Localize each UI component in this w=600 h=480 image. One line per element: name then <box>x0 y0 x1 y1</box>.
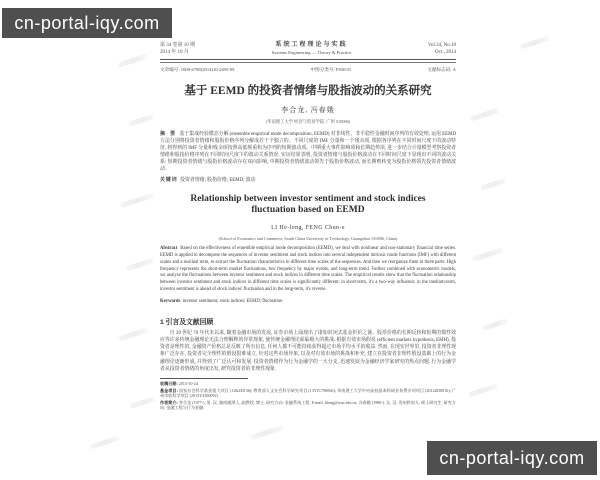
scan-artifact <box>520 35 550 49</box>
journal-issue-cn: 第 34 卷第 10 期 <box>160 43 196 48</box>
keywords-cn-label: 关键词 <box>160 178 178 184</box>
paper-affiliation-en: (School of Economics and Commerce, South China University of Technology, Guangzhou 510006, China) <box>218 235 398 241</box>
scan-artifact <box>120 193 154 208</box>
keywords-en-text: investor sentiment; stock indices; EEMD; fluctuation <box>182 298 283 304</box>
paper-title-cn: 基于 EEMD 的投资者情绪与股指波动的关系研究 <box>184 85 432 97</box>
abstract-en-label: Abstract <box>160 245 178 251</box>
journal-name-en: Systems Engineering — Theory & Practice <box>271 50 352 55</box>
footnote-separator-rule <box>160 378 248 379</box>
journal-date-cn: 2014 年 10 月 <box>160 50 189 55</box>
footnotes <box>160 381 456 411</box>
footnote-funding-text: 国家社会科学基金重大项目 (11&ZD156); 教育部人文社会科学研究项目 (13YJC790060); 华南理工大学中央高校基本科研业务费专项项目 (2012ZD0016); 广州市软科学项目 (2013Y4300092) <box>160 387 456 399</box>
scan-artifact <box>480 178 506 191</box>
footnote-funding-label: 基金项目: <box>160 387 178 393</box>
journal-header <box>160 42 456 56</box>
footnote-funding <box>160 388 456 399</box>
journal-name-block <box>272 42 352 56</box>
keywords-cn <box>160 178 456 185</box>
journal-volume-en: Vol.34, No.10 <box>428 43 456 48</box>
keywords-cn-text: 投资者情绪; 股指价格; EEMD; 波动 <box>180 178 256 184</box>
watermark-banner-bottom-right: cn-portal-iqy.com <box>427 441 597 475</box>
abstract-cn-label: 摘 要 <box>160 132 178 137</box>
scan-artifact <box>128 114 154 127</box>
journal-volume-block <box>428 42 456 56</box>
abstract-cn-text: 基于集成经验模态分解 (ensemble empirical mode decomposition, EEMD) 对非线性、非平稳性金融时间序列的有效处理, 运用 EEMD 方法分别将投资者情绪和股指价格序列分解成若干个独立的、不同尺度的 IMF 分量和一个残余项, 根据各序列在不同时间尺度下的波动特征, 将得到的 IMF 分量和残余项按照高低频重构为序列的短期波动项、中期重大事件影响项和长期趋势项, 进一步结合计量模型考察投资者情绪和股指价格序列在不同时间尺度下的波动关系情况. 实证结果表明, 投资者情绪与股指价格波动在不同时间尺度下显现出不同的波动关系: 短期投资者情绪与股指价格波动存在双向影响, 中期投资者情绪波动领先于股指价格波动, 而长期则转变为股指价格领先投资者情绪波动. <box>160 132 457 172</box>
paper-title-en: Relationship between investor sentiment and stock indices fluctuation based on EEMD <box>190 193 426 216</box>
footnote-received <box>160 381 456 387</box>
article-number: 文章编号: 1000-6788(2014)10-2495-09 <box>160 67 235 72</box>
watermark-banner-top-left: cn-portal-iqy.com <box>2 8 172 38</box>
scan-artifact <box>482 318 508 331</box>
document-code: 文献标志码: A <box>427 67 456 72</box>
scan-artifact <box>118 327 148 341</box>
scan-artifact <box>126 258 154 271</box>
scan-artifact <box>250 425 284 440</box>
keywords-en-label: Keywords <box>160 298 181 304</box>
keywords-en <box>160 299 456 304</box>
footnote-bio-label: 作者简介: <box>160 399 178 405</box>
journal-name-cn: 系统工程理论与实践 <box>275 42 348 48</box>
footnote-bio <box>160 400 456 411</box>
section-1-heading: 1 引言及文献回顾 <box>160 318 214 326</box>
section-1-paragraph: 自 20 世纪 70 年代末以来, 随着金融市场的发展, 证券市场上涌现出了诸如封闭式基金折价之谜、股票价格的长期反转和短期的惯性效应等许多传统金融理论无法合理解释的异常现象, 使传统金融理论面临极大的挑战. 根据有效市场假说 (efficient markets hypothesis, EMH), 投资者是理性的, 金融资产价格总是反映了所有信息, 任何人都不可能持续获得超过市场平均水平的收益. 然而, 在现实世界里, 投资者非理性现象广泛存在, 投资者完全理性的假设很难成立, 针对这些市场异象, 以及对有效市场的挑战和补充, 建立在投资者非理性假设基础上的行为金融理论逐渐形成, 并得到了广泛认可和发展. 投资者情绪作为行为金融学的一大分支, 迅速发展为金融经济学家研究的热点问题. 行为金融学者从投资者情绪的角度出发, 研究投资者的非理性现象. <box>160 330 456 372</box>
article-meta-row <box>160 67 456 73</box>
scan-artifact <box>468 383 498 397</box>
footnote-bio-text: 李合龙 (1977-), 男, 汉, 湖南湘潭人, 副教授, 博士, 研究方向: 金融系统工程, E-mail: hlong@scut.edu.cn; 冯春娥 (1989-), 女, 汉, 贵州黔南人, 硕士研究生, 研究方向: 金融工程与行为金融. <box>160 399 456 411</box>
paper-authors-en: LI He-long, FENG Chun-e <box>271 224 345 231</box>
scan-artifact <box>90 435 120 449</box>
journal-issue-block <box>160 42 195 56</box>
paper-authors-cn: 李合龙, 冯春娥 <box>281 106 335 114</box>
scan-artifact <box>118 53 148 67</box>
header-divider-rule <box>160 59 456 63</box>
footnote-received-text: 2013-10-24 <box>178 381 198 387</box>
abstract-cn <box>160 132 456 173</box>
abstract-en-text: Based on the effectiveness of ensemble empirical mode decomposition (EEMD), we deal with nonlinear and non-stationary financial time series. EEMD is applied to decompose the sequences of investor sentiment and stock indices into several independent intrinsic mode functions (IMF) with different scales and a residual term, to extract the fluctuation characteristics in different time scales of the sequences. And then we reorganize them to three parts: High frequency represents the short-term market fluctuations, low frequency by major events, and long-term trend. Further combined with econometric models, we analyse the fluctuations between investor sentiment and stock indices in different time scales. The empirical results show that the fluctuation relationship between investor sentiment and stock indices in different time scales is significantly different: in short-term, it's a two-way influence; in the medium-term, investor sentiment is ahead of stock indices' fluctuation and in the long-term, it's reverse. <box>160 245 457 293</box>
clc-number: 中图分类号: F830.91 <box>310 67 352 72</box>
scan-artifact <box>470 107 500 121</box>
scan-artifact <box>130 396 156 409</box>
paper-content-column <box>160 42 456 412</box>
journal-date-en: Oct., 2014 <box>435 50 456 55</box>
footnote-received-label: 收稿日期: <box>160 381 178 387</box>
paper-affiliation-cn: (华南理工大学 经济与贸易学院, 广州 510006) <box>265 119 351 124</box>
scan-artifact <box>472 247 504 262</box>
abstract-en <box>160 246 456 294</box>
